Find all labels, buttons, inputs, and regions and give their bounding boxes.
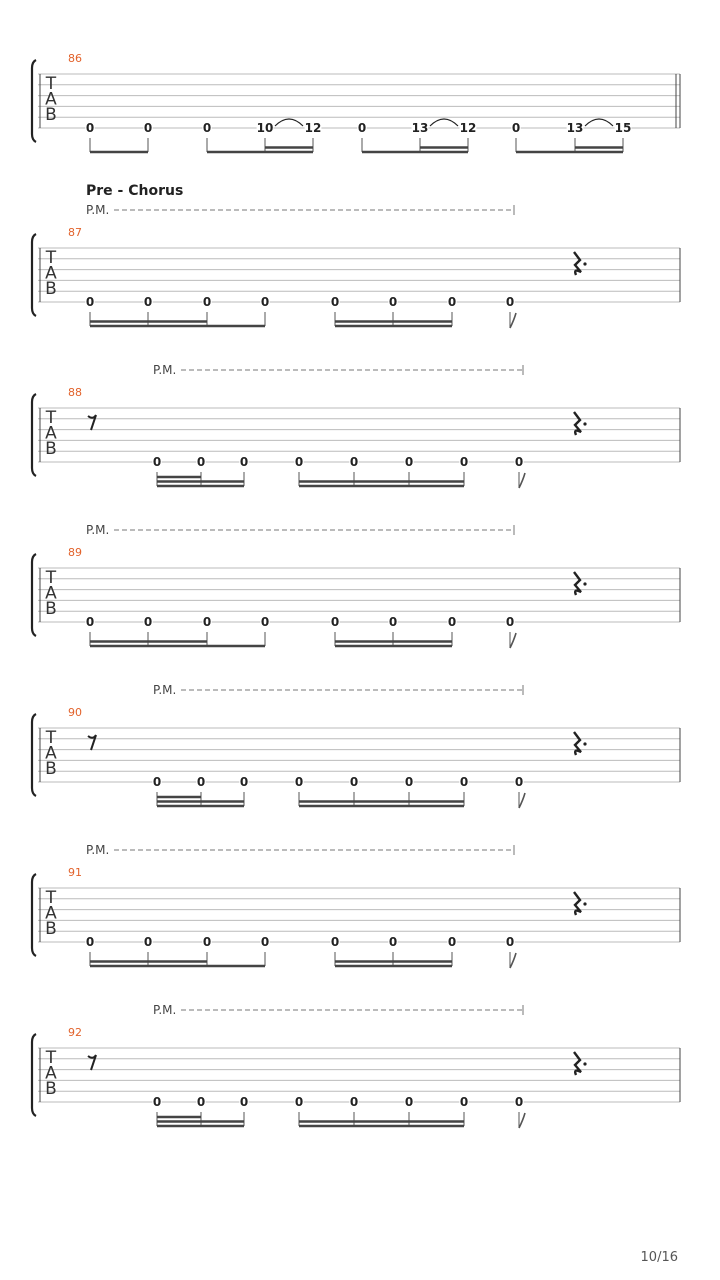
fret-number: 0 (196, 775, 206, 789)
fret-number: 0 (294, 1095, 304, 1109)
tie-arc (585, 119, 613, 126)
fret-number: 0 (388, 935, 398, 949)
quarter-rest (574, 1052, 581, 1075)
tab-clef-letter: B (45, 1079, 57, 1099)
tab-clef-letter: B (45, 919, 57, 939)
fret-number: 0 (152, 455, 162, 469)
rest-dot (583, 902, 586, 905)
fret-number: 0 (511, 121, 521, 135)
fret-number: 0 (202, 295, 212, 309)
fret-number: 0 (239, 775, 249, 789)
eighth-flag (519, 793, 525, 808)
fret-number: 0 (330, 615, 340, 629)
system-bracket (32, 1034, 36, 1116)
tab-clef-letter: T (45, 888, 57, 908)
fret-number: 13 (566, 121, 584, 135)
bar-number: 91 (68, 866, 82, 879)
bar-number: 90 (68, 706, 82, 719)
eighth-flag (510, 313, 516, 328)
palm-mute-label: P.M. (153, 363, 177, 377)
fret-number: 0 (143, 121, 153, 135)
tab-clef-letter: T (45, 248, 57, 268)
tab-clef-letter: A (45, 583, 57, 604)
fret-number: 0 (505, 295, 515, 309)
system-bracket (32, 874, 36, 956)
fret-number: 0 (260, 295, 270, 309)
bar-number: 89 (68, 546, 82, 559)
tab-clef-letter: B (45, 279, 57, 299)
eighth-rest (88, 1055, 96, 1070)
tab-clef-letter: A (45, 423, 57, 444)
palm-mute-label: P.M. (153, 1003, 177, 1017)
eighth-rest (88, 415, 96, 430)
palm-mute-label: P.M. (86, 203, 110, 217)
tab-clef-letter: B (45, 105, 57, 125)
fret-number: 0 (330, 295, 340, 309)
fret-number: 0 (143, 615, 153, 629)
quarter-rest (574, 572, 581, 595)
quarter-rest (574, 252, 581, 275)
eighth-flag (519, 1113, 525, 1128)
palm-mute-label: P.M. (86, 843, 110, 857)
tab-clef-letter: T (45, 728, 57, 748)
tab-clef-letter: B (45, 599, 57, 619)
fret-number: 0 (404, 455, 414, 469)
fret-number: 0 (85, 935, 95, 949)
fret-number: 0 (357, 121, 367, 135)
quarter-rest (574, 892, 581, 915)
quarter-rest (574, 412, 581, 435)
fret-number: 0 (260, 615, 270, 629)
system-bracket (32, 714, 36, 796)
tab-clef-letter: A (45, 743, 57, 764)
rest-dot (583, 742, 586, 745)
fret-number: 0 (388, 295, 398, 309)
system-bracket (32, 234, 36, 316)
bar-number: 88 (68, 386, 82, 399)
rest-dot (583, 1062, 586, 1065)
tab-clef-letter: A (45, 1063, 57, 1084)
fret-number: 0 (505, 935, 515, 949)
system-bracket (32, 554, 36, 636)
fret-number: 0 (85, 121, 95, 135)
quarter-rest (574, 732, 581, 755)
fret-number: 12 (459, 121, 477, 135)
fret-number: 0 (260, 935, 270, 949)
fret-number: 0 (85, 615, 95, 629)
tie-arc (275, 119, 303, 126)
fret-number: 0 (202, 935, 212, 949)
fret-number: 0 (349, 455, 359, 469)
fret-number: 0 (404, 1095, 414, 1109)
tab-clef-letter: B (45, 439, 57, 459)
tab-clef-letter: A (45, 903, 57, 924)
system-bracket (32, 60, 36, 142)
fret-number: 0 (349, 1095, 359, 1109)
fret-number: 0 (349, 775, 359, 789)
tab-clef-letter: T (45, 74, 57, 94)
fret-number: 0 (85, 295, 95, 309)
rest-dot (583, 582, 586, 585)
bar-number: 86 (68, 52, 82, 65)
tab-clef-letter: A (45, 89, 57, 110)
fret-number: 0 (459, 775, 469, 789)
fret-number: 0 (152, 1095, 162, 1109)
fret-number: 0 (388, 615, 398, 629)
fret-number: 0 (294, 455, 304, 469)
fret-number: 0 (505, 615, 515, 629)
fret-number: 0 (202, 615, 212, 629)
palm-mute-label: P.M. (153, 683, 177, 697)
fret-number: 0 (239, 1095, 249, 1109)
eighth-flag (510, 953, 516, 968)
bar-number: 87 (68, 226, 82, 239)
fret-number: 10 (256, 121, 274, 135)
fret-number: 0 (514, 775, 524, 789)
fret-number: 0 (447, 615, 457, 629)
fret-number: 0 (514, 1095, 524, 1109)
rest-dot (583, 422, 586, 425)
eighth-flag (519, 473, 525, 488)
fret-number: 0 (459, 455, 469, 469)
fret-number: 0 (447, 295, 457, 309)
eighth-flag (510, 633, 516, 648)
fret-number: 0 (404, 775, 414, 789)
eighth-rest (88, 735, 96, 750)
palm-mute-label: P.M. (86, 523, 110, 537)
fret-number: 0 (196, 455, 206, 469)
tab-clef-letter: T (45, 568, 57, 588)
tab-clef-letter: A (45, 263, 57, 284)
fret-number: 0 (143, 295, 153, 309)
fret-number: 0 (447, 935, 457, 949)
fret-number: 0 (143, 935, 153, 949)
tab-clef-letter: T (45, 1048, 57, 1068)
fret-number: 0 (196, 1095, 206, 1109)
fret-number: 0 (514, 455, 524, 469)
fret-number: 0 (202, 121, 212, 135)
fret-number: 13 (411, 121, 429, 135)
system-bracket (32, 394, 36, 476)
tie-arc (430, 119, 458, 126)
bar-number: 92 (68, 1026, 82, 1039)
fret-number: 0 (330, 935, 340, 949)
fret-number: 12 (304, 121, 322, 135)
tab-clef-letter: T (45, 408, 57, 428)
page-number: 10/16 (640, 1250, 678, 1265)
fret-number: 15 (614, 121, 632, 135)
section-label: Pre - Chorus (86, 183, 184, 199)
fret-number: 0 (239, 455, 249, 469)
tab-clef-letter: B (45, 759, 57, 779)
fret-number: 0 (294, 775, 304, 789)
rest-dot (583, 262, 586, 265)
fret-number: 0 (459, 1095, 469, 1109)
fret-number: 0 (152, 775, 162, 789)
